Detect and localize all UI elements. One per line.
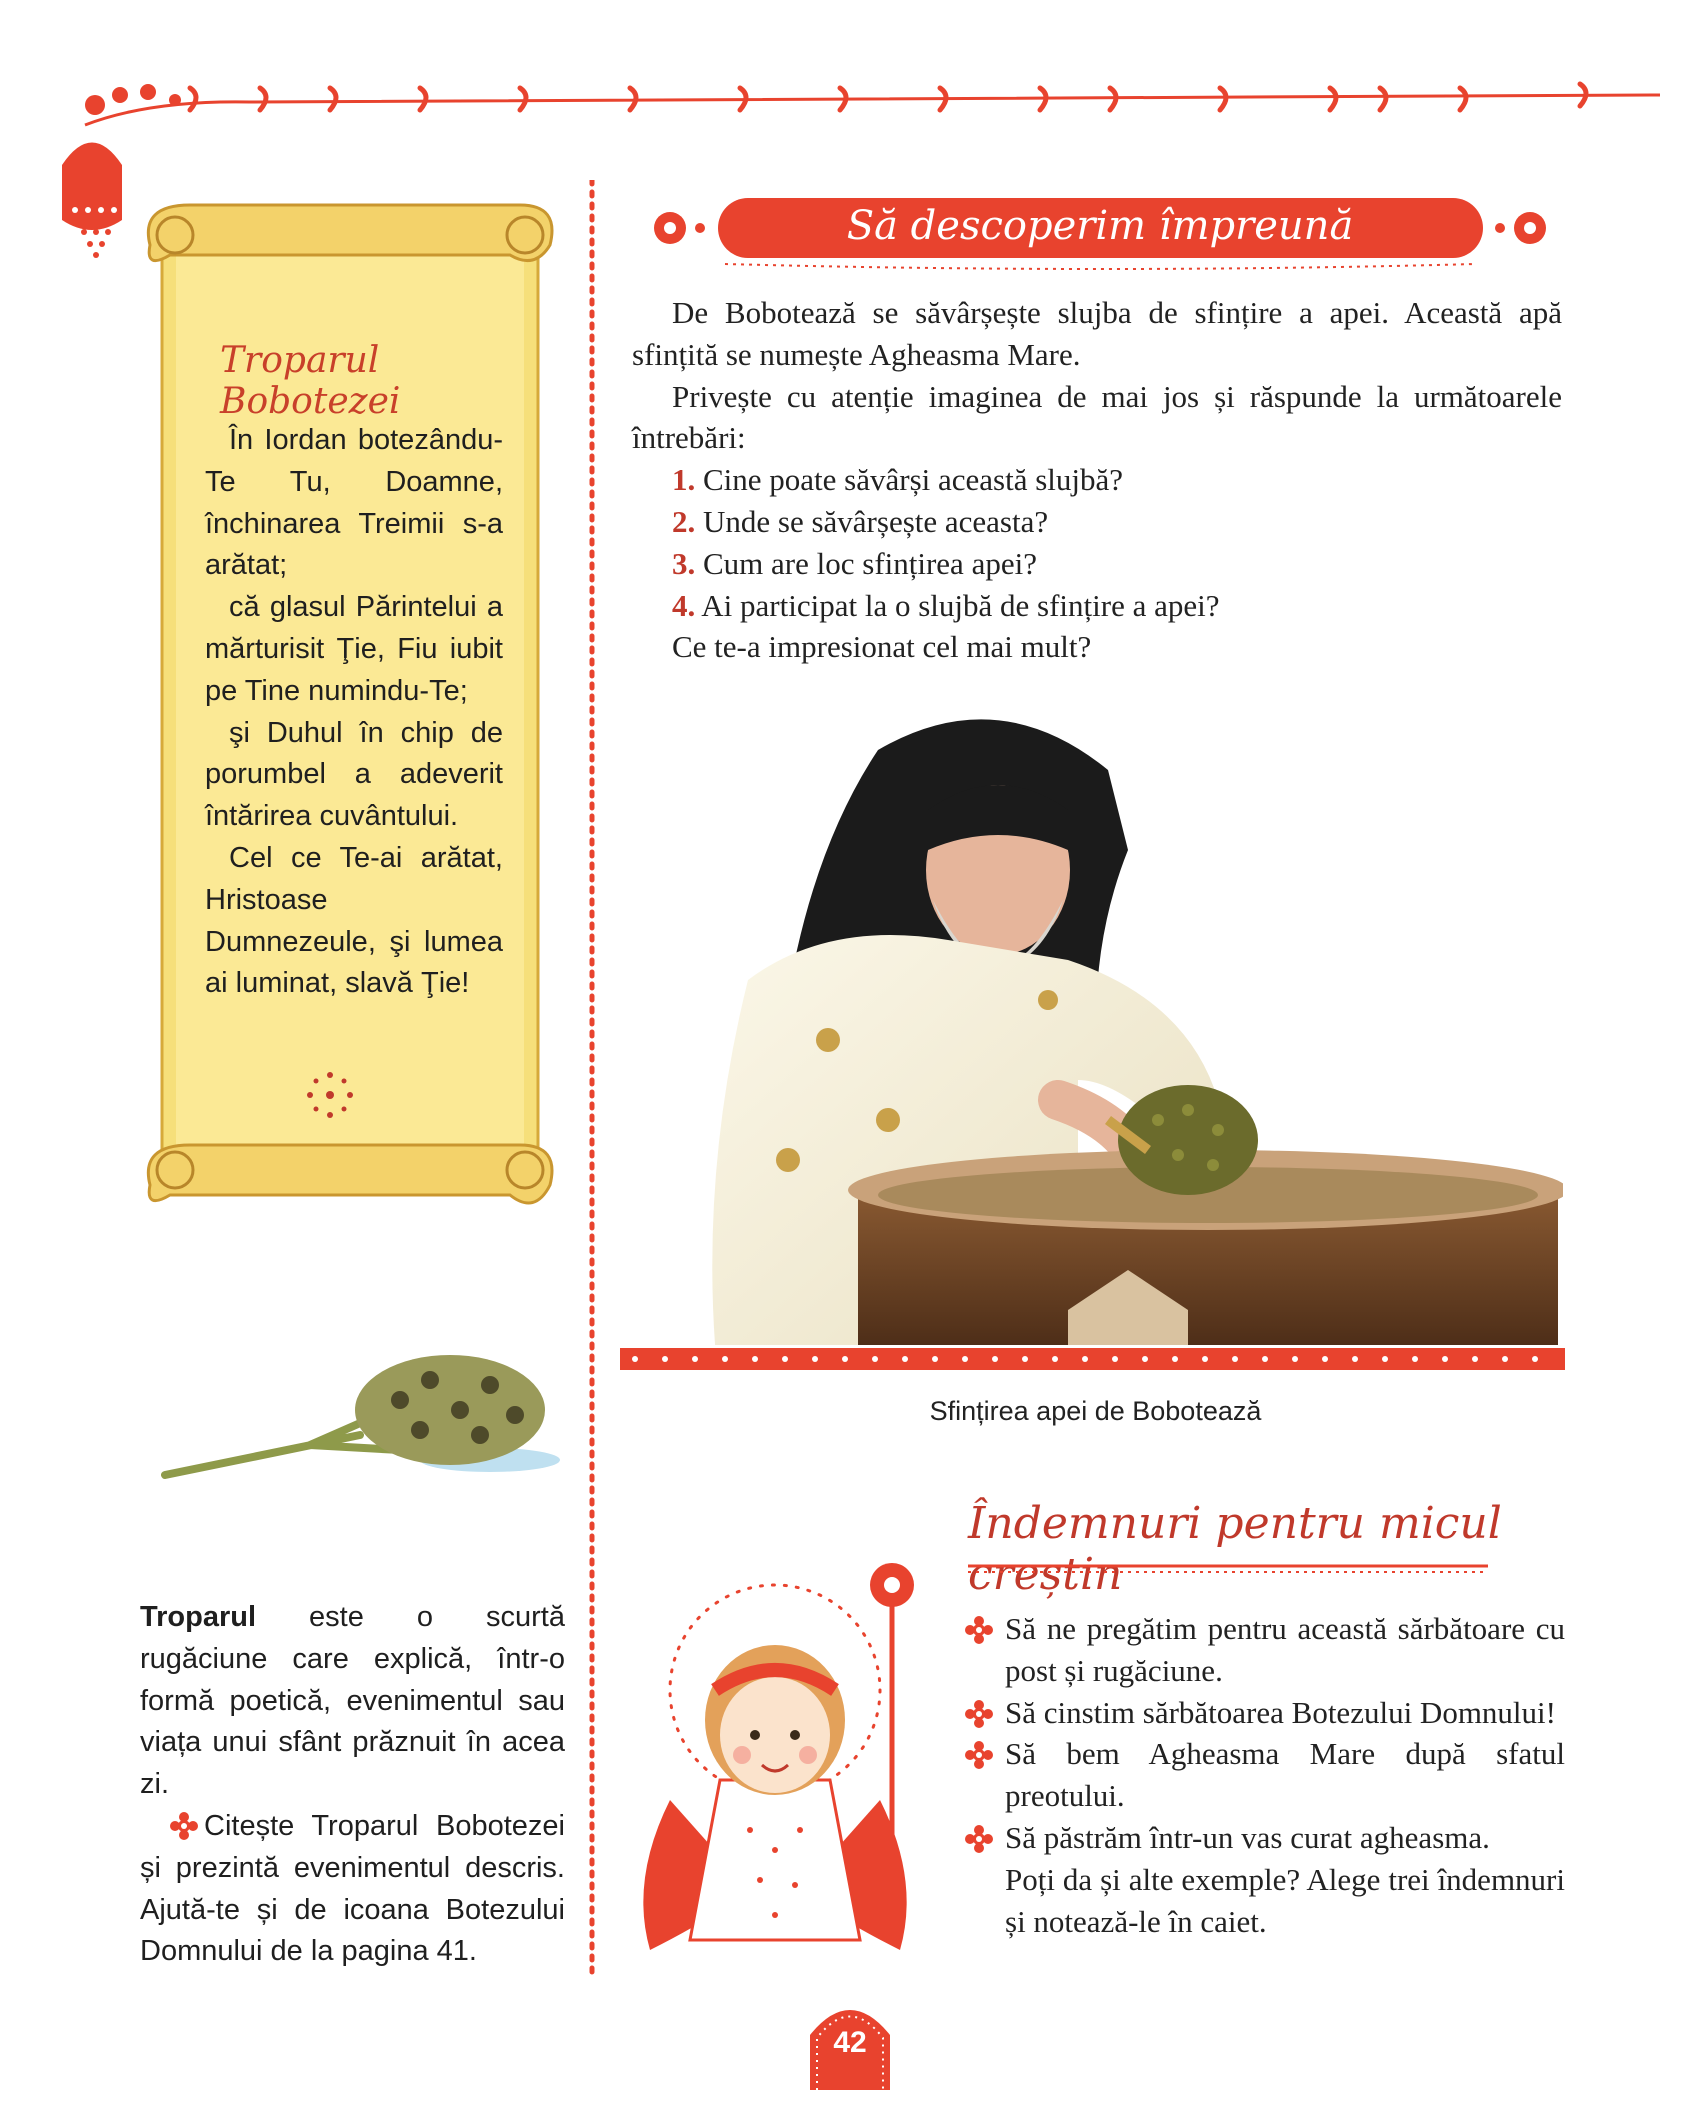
question-item bbox=[632, 585, 1562, 627]
tropar-paragraph: Cel ce Te-ai arătat, Hristoase Dumnezeule, şi lumea ai luminat, slavă Ţie! bbox=[205, 841, 503, 1000]
tropar-explanation bbox=[140, 1597, 565, 1973]
question-number: 3. bbox=[672, 545, 696, 581]
tropar-text bbox=[205, 420, 503, 1005]
question-item bbox=[632, 501, 1562, 543]
page-number: 42 bbox=[833, 2026, 867, 2059]
intro-paragraph-2: Privește cu atenție imaginea de mai jos și răspunde la următoarele întrebări: bbox=[632, 378, 1562, 456]
flower-bullet-icon bbox=[170, 1812, 198, 1840]
indemnuri-title: Îndemnuri pentru micul creștin bbox=[968, 1498, 1502, 1600]
scroll-title: Troparul Bobotezei bbox=[220, 340, 401, 422]
tropar-definition: este o scurtă rugăciune care explică, într-o formă poetică, evenimentul sau viața unui sfânt prăznuit în acea zi. bbox=[140, 1601, 565, 1801]
question-number: 1. bbox=[672, 462, 696, 498]
indemnuri-list bbox=[965, 1608, 1565, 1942]
indemnuri-closing: Poți da și alte exemple? Alege trei îndemnuri și notează-le în caiet. bbox=[1005, 1861, 1565, 1939]
flower-bullet-icon bbox=[965, 1741, 993, 1769]
list-item-text: Să bem Agheasma Mare după sfatul preotului. bbox=[1005, 1736, 1565, 1814]
question-number: 2. bbox=[672, 503, 696, 539]
section-title: Să descoperim împreună bbox=[846, 203, 1354, 249]
question-item bbox=[632, 459, 1562, 501]
priest-blessing-water-photo bbox=[628, 700, 1563, 1345]
tropar-term: Troparul bbox=[140, 1601, 257, 1633]
list-item-text: Să ne pregătim pentru această sărbătoare cu post și rugăciune. bbox=[1005, 1611, 1565, 1688]
flower-bullet-icon bbox=[965, 1825, 993, 1853]
list-item bbox=[965, 1692, 1565, 1734]
basil-bouquet-illustration bbox=[160, 1340, 580, 1500]
question-text: Cum are loc sfințirea apei? bbox=[703, 545, 1037, 581]
question-text: Unde se săvârșește aceasta? bbox=[703, 503, 1049, 539]
photo-border-pattern bbox=[620, 1342, 1565, 1376]
intro-paragraph-1: De Bobotează se săvârșește slujba de sfințire a apei. Această apă sfințită se numește Agheasma Mare. bbox=[632, 295, 1562, 372]
dotted-divider bbox=[588, 180, 596, 1980]
question-text: Cine poate săvârși această slujbă? bbox=[703, 462, 1124, 498]
tropar-task: Citește Troparul Bobotezei și prezintă evenimentul descris. Ajută-te și de icoana Botezului Domnului de la pagina 41. bbox=[140, 1809, 565, 1968]
flower-bullet-icon bbox=[965, 1616, 993, 1644]
section-intro bbox=[632, 292, 1562, 668]
tropar-paragraph: În Iordan botezându-Te Tu, Doamne, închinarea Treimii s-a arătat; bbox=[205, 424, 503, 582]
question-item bbox=[632, 543, 1562, 585]
tropar-paragraph: că glasul Părintelui a mărturisit Ţie, Fiu iubit pe Tine numindu-Te; bbox=[205, 591, 503, 707]
tropar-paragraph: şi Duhul în chip de porumbel a adeverit întărirea cuvântului. bbox=[205, 716, 503, 833]
list-item-text: Să păstrăm într-un vas curat agheasma. bbox=[1005, 1819, 1490, 1855]
list-item bbox=[965, 1817, 1565, 1859]
question-followup: Ce te-a impresionat cel mai mult? bbox=[672, 629, 1092, 665]
question-number: 4. bbox=[672, 587, 696, 623]
question-text: Ai participat la o slujbă de sfințire a apei? bbox=[701, 587, 1220, 623]
list-item-text: Să cinstim sărbătoarea Botezului Domnului! bbox=[1005, 1694, 1556, 1730]
flower-bullet-icon bbox=[965, 1700, 993, 1728]
title-underline bbox=[968, 1562, 1488, 1576]
list-item bbox=[965, 1733, 1565, 1817]
list-item bbox=[965, 1608, 1565, 1692]
photo-caption: Sfințirea apei de Bobotează bbox=[929, 1396, 1262, 1426]
angel-child-illustration bbox=[610, 1540, 950, 1960]
